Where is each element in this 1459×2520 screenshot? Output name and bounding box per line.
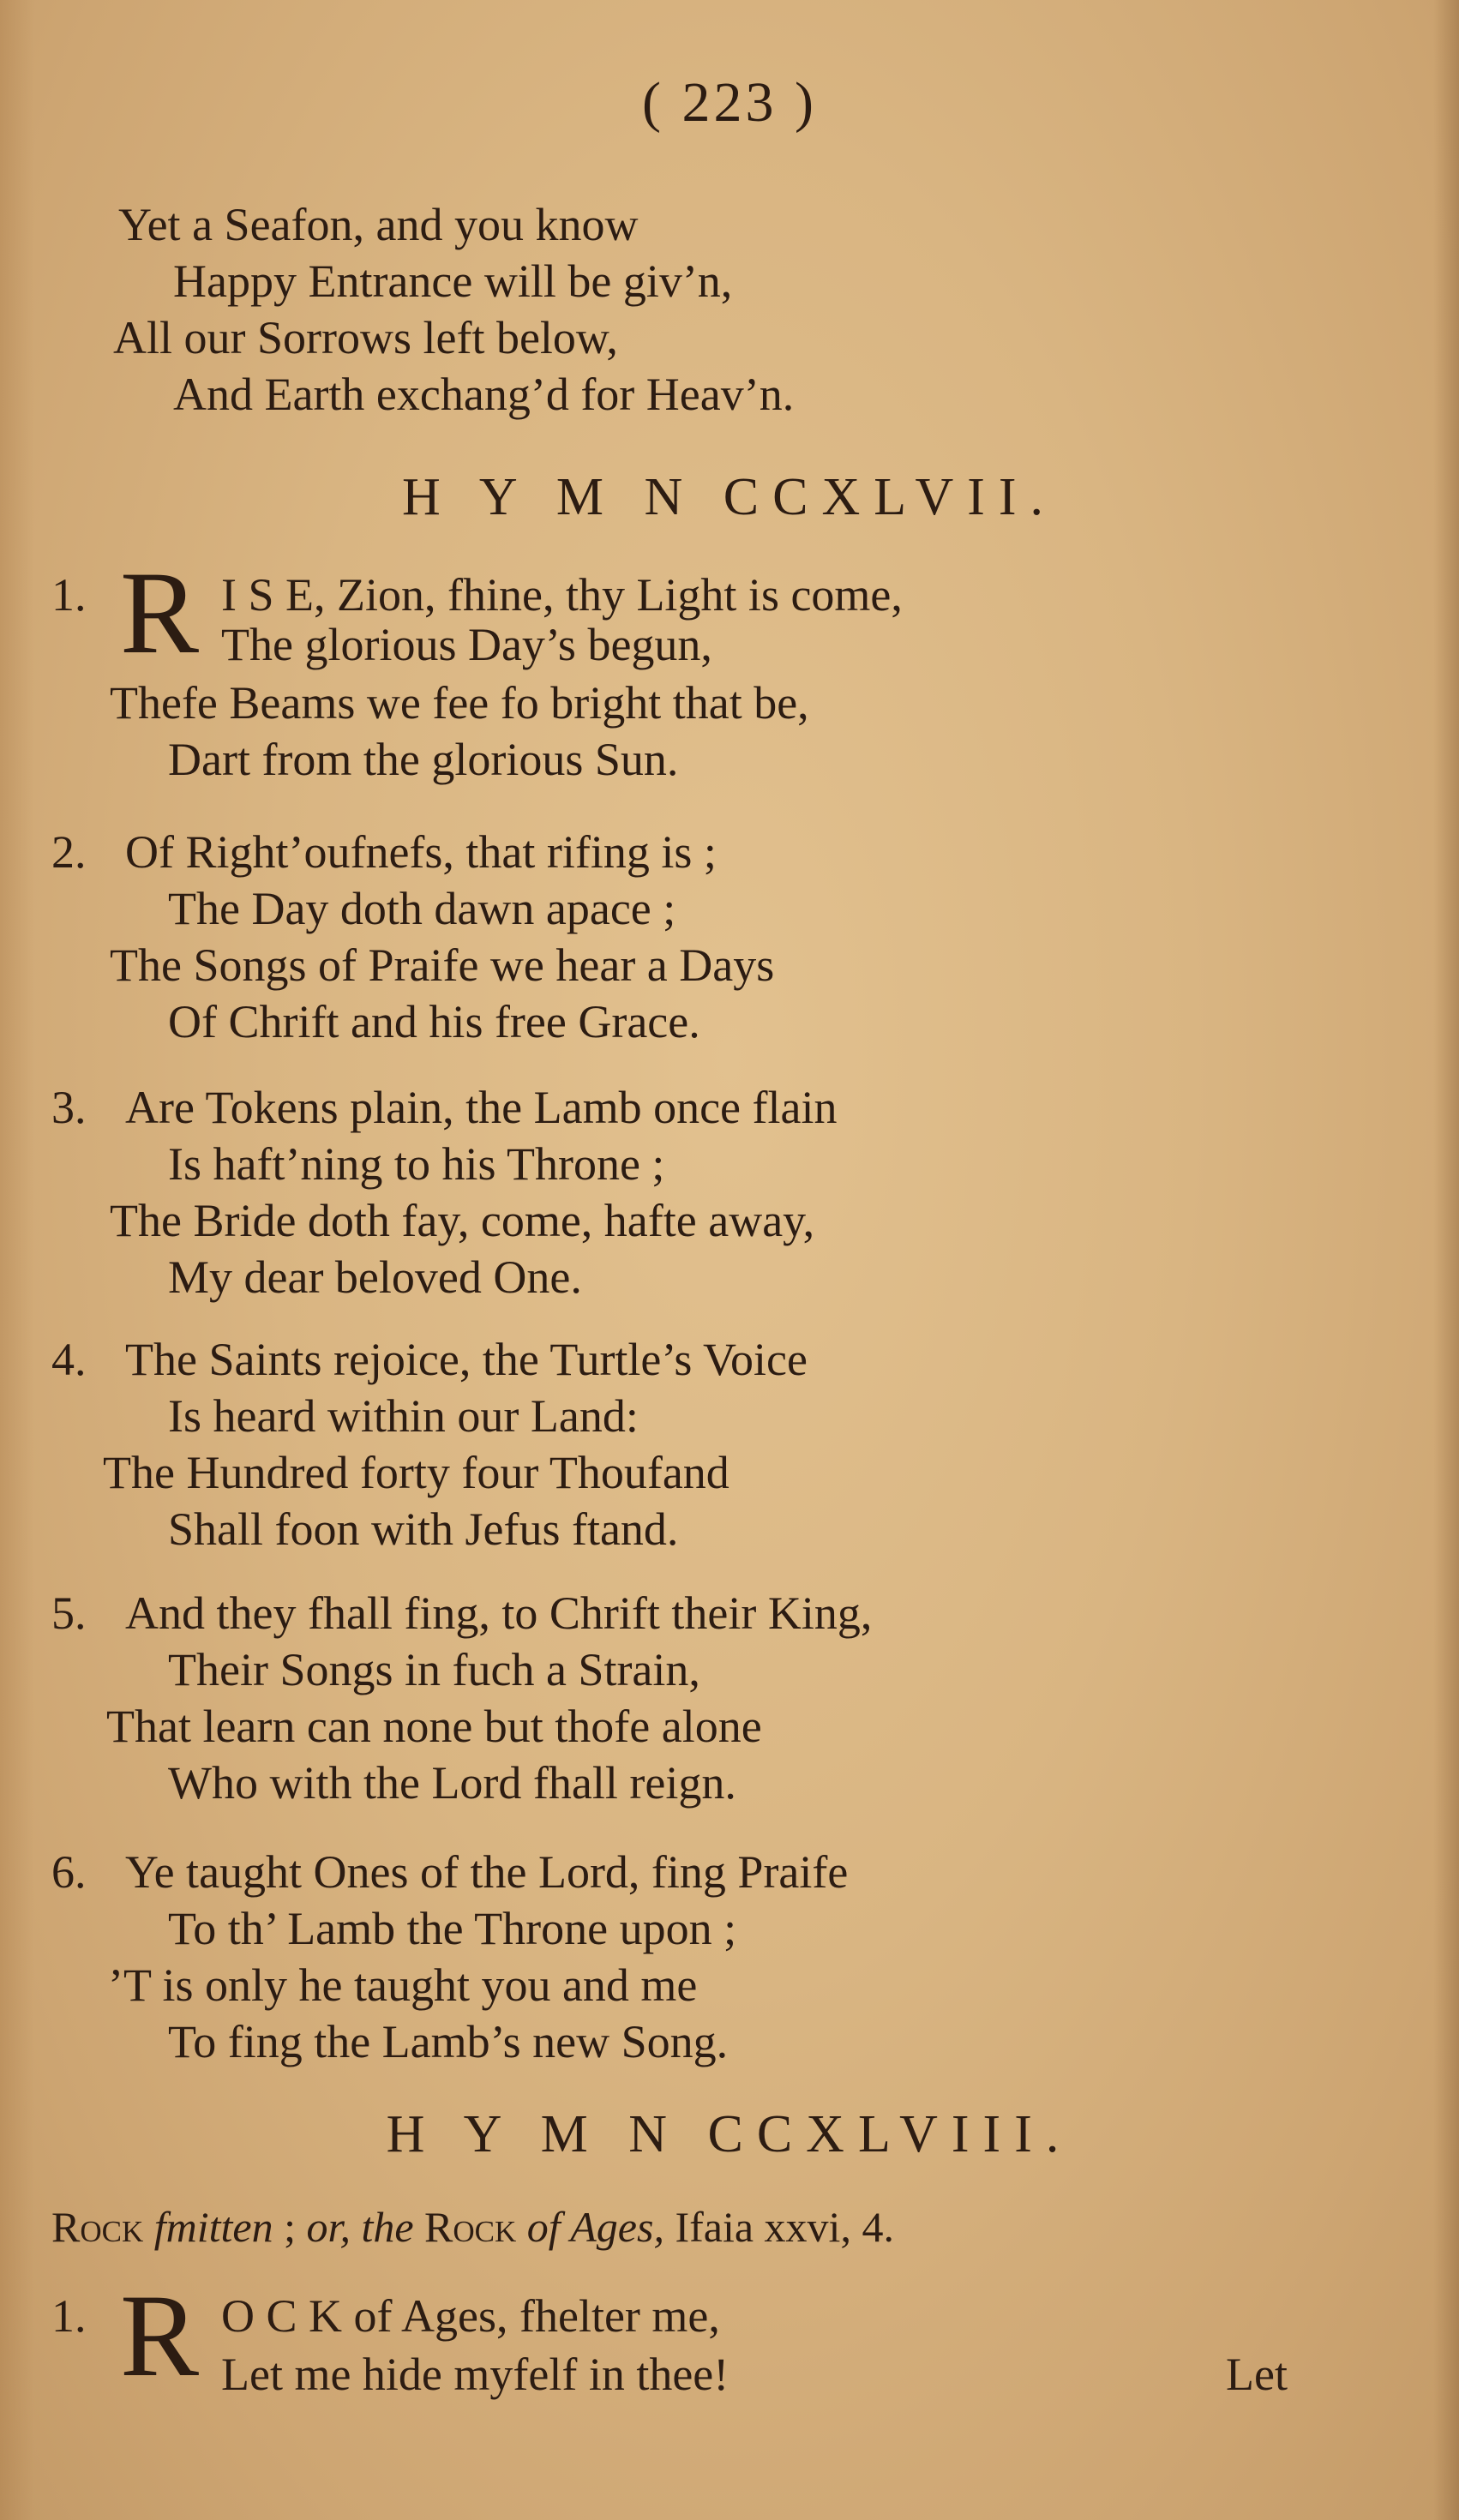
stanza-line: ’T is only he taught you and me <box>108 1959 698 2011</box>
stanza-line: The Songs of Praife we hear a Days <box>110 939 775 991</box>
stanza-line: Their Songs in fuch a Strain, <box>168 1644 700 1695</box>
stanza-line: That learn can none but thofe alone <box>106 1701 762 1752</box>
stanza-line: I S E, Zion, fhine, thy Light is come, <box>221 569 903 621</box>
stanza-number: 2. <box>51 826 87 878</box>
stanza-number: 3. <box>51 1082 87 1133</box>
hymn-247-title: H Y M N CCXLVII. <box>401 468 1058 526</box>
stanza-line: The Hundred forty four Thoufand <box>103 1447 730 1498</box>
opening-line-1: Yet a Seafon, and you know <box>118 199 639 250</box>
stanza-number: 1. <box>51 2290 87 2342</box>
opening-line-3: All our Sorrows left below, <box>113 312 618 363</box>
stanza-line: The Day doth dawn apace ; <box>168 883 676 934</box>
stanza-line: The Bride doth fay, come, hafte away, <box>110 1195 815 1246</box>
stanza-line: To th’ Lamb the Throne upon ; <box>168 1903 737 1954</box>
stanza-line: Is heard within our Land: <box>168 1390 639 1442</box>
stanza-line: The Saints rejoice, the Turtle’s Voice <box>125 1334 808 1385</box>
stanza-line: Thefe Beams we fee fo bright that be, <box>110 677 809 729</box>
stanza-line: Dart from the glorious Sun. <box>168 734 679 785</box>
stanza-line: Who with the Lord fhall reign. <box>168 1757 736 1809</box>
subtitle-rock-2: Rock <box>424 2203 517 2251</box>
drop-cap: R <box>120 2270 200 2401</box>
stanza-number: 6. <box>51 1846 87 1898</box>
stanza-line: Of Right’oufnefs, that rifing is ; <box>125 826 717 878</box>
stanza-line: Of Chrift and his free Grace. <box>168 996 700 1047</box>
stanza-line: Is haft’ning to his Throne ; <box>168 1138 665 1190</box>
stanza-number: 1. <box>51 569 87 621</box>
stanza-number: 4. <box>51 1334 87 1385</box>
stanza-line: Let me hide myfelf in thee! <box>221 2349 730 2400</box>
page-number-header: ( 223 ) <box>642 71 817 134</box>
hymn-248-subtitle <box>51 2201 1286 2253</box>
hymn-248-title: H Y M N CCXLVIII. <box>386 2105 1073 2163</box>
stanza-line: My dear beloved One. <box>168 1251 582 1303</box>
subtitle-or-the: or, the <box>306 2203 414 2251</box>
subtitle-smitten: fmitten <box>153 2203 273 2251</box>
subtitle-semicolon: ; <box>273 2203 307 2251</box>
stanza-number: 5. <box>51 1587 87 1639</box>
catchword: Let <box>1226 2349 1288 2400</box>
stanza-line: O C K of Ages, fhelter me, <box>221 2290 720 2342</box>
opening-line-4: And Earth exchang’d for Heav’n. <box>173 369 795 420</box>
opening-line-2: Happy Entrance will be giv’n, <box>173 255 733 307</box>
drop-cap: R <box>120 547 200 678</box>
stanza-line: To fing the Lamb’s new Song. <box>168 2016 729 2067</box>
stanza-line: And they fhall fing, to Chrift their King, <box>125 1587 873 1639</box>
stanza-line: Are Tokens plain, the Lamb once flain <box>125 1082 838 1133</box>
subtitle-of-ages: of Ages, <box>526 2203 664 2251</box>
stanza-line: Ye taught Ones of the Lord, fing Praife <box>125 1846 849 1898</box>
subtitle-rock: Rock <box>51 2203 144 2251</box>
stanza-line: Shall foon with Jefus ftand. <box>168 1503 679 1555</box>
stanza-line: The glorious Day’s begun, <box>221 619 712 670</box>
subtitle-reference: Ifaia xxvi, 4. <box>675 2203 894 2251</box>
